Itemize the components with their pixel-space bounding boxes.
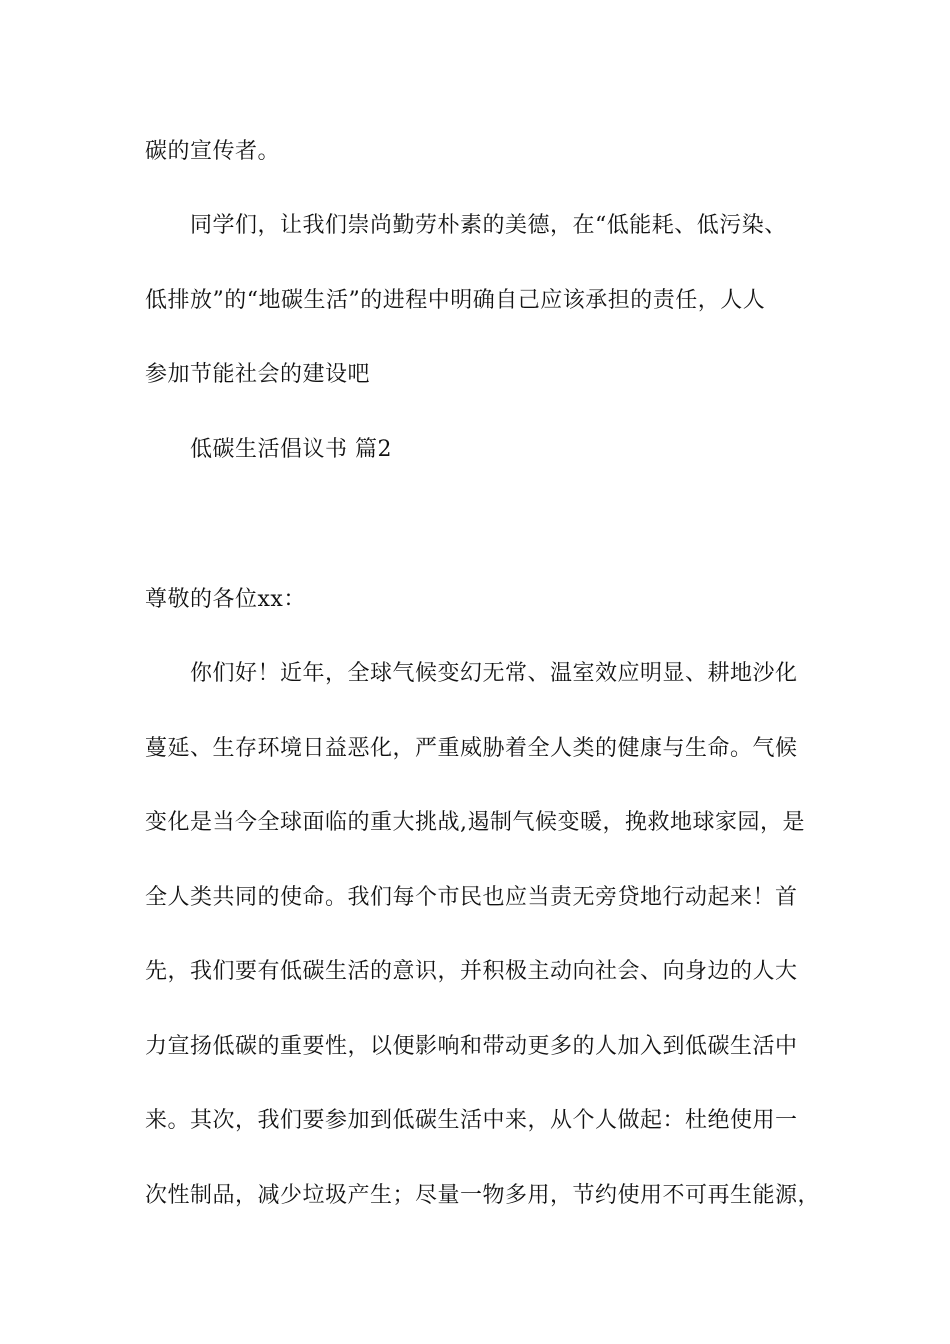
paragraph-line: 低排放”的“地碳生活”的进程中明确自己应该承担的责任，人人 xyxy=(145,288,766,313)
paragraph-line: 碳的宣传者。 xyxy=(145,139,281,164)
paragraph-line: 全人类共同的使命。我们每个市民也应当责无旁贷地行动起来！首 xyxy=(145,885,798,910)
paragraph-line: 参加节能社会的建设吧 xyxy=(145,362,371,387)
salutation: 尊敬的各位xx： xyxy=(145,587,306,612)
paragraph-line: 先，我们要有低碳生活的意识，并积极主动向社会、向身边的人大 xyxy=(145,959,798,984)
paragraph-line: 来。其次，我们要参加到低碳生活中来，从个人做起：杜绝使用一 xyxy=(145,1108,798,1133)
paragraph-line: 力宣扬低碳的重要性，以便影响和带动更多的人加入到低碳生活中 xyxy=(145,1034,798,1059)
section-heading: 低碳生活倡议书 篇2 xyxy=(190,437,392,462)
paragraph-line: 你们好！近年，全球气候变幻无常、温室效应明显、耕地沙化 xyxy=(190,661,798,686)
paragraph-line: 变化是当今全球面临的重大挑战,遏制气候变暖，挽救地球家园，是 xyxy=(145,810,805,835)
paragraph-line: 蔓延、生存环境日益恶化，严重威胁着全人类的健康与生命。气候 xyxy=(145,736,798,761)
paragraph-line: 次性制品，减少垃圾产生；尽量一物多用，节约使用不可再生能源， xyxy=(145,1183,821,1208)
paragraph-line: 同学们，让我们崇尚勤劳朴素的美德，在“低能耗、低污染、 xyxy=(190,213,787,238)
